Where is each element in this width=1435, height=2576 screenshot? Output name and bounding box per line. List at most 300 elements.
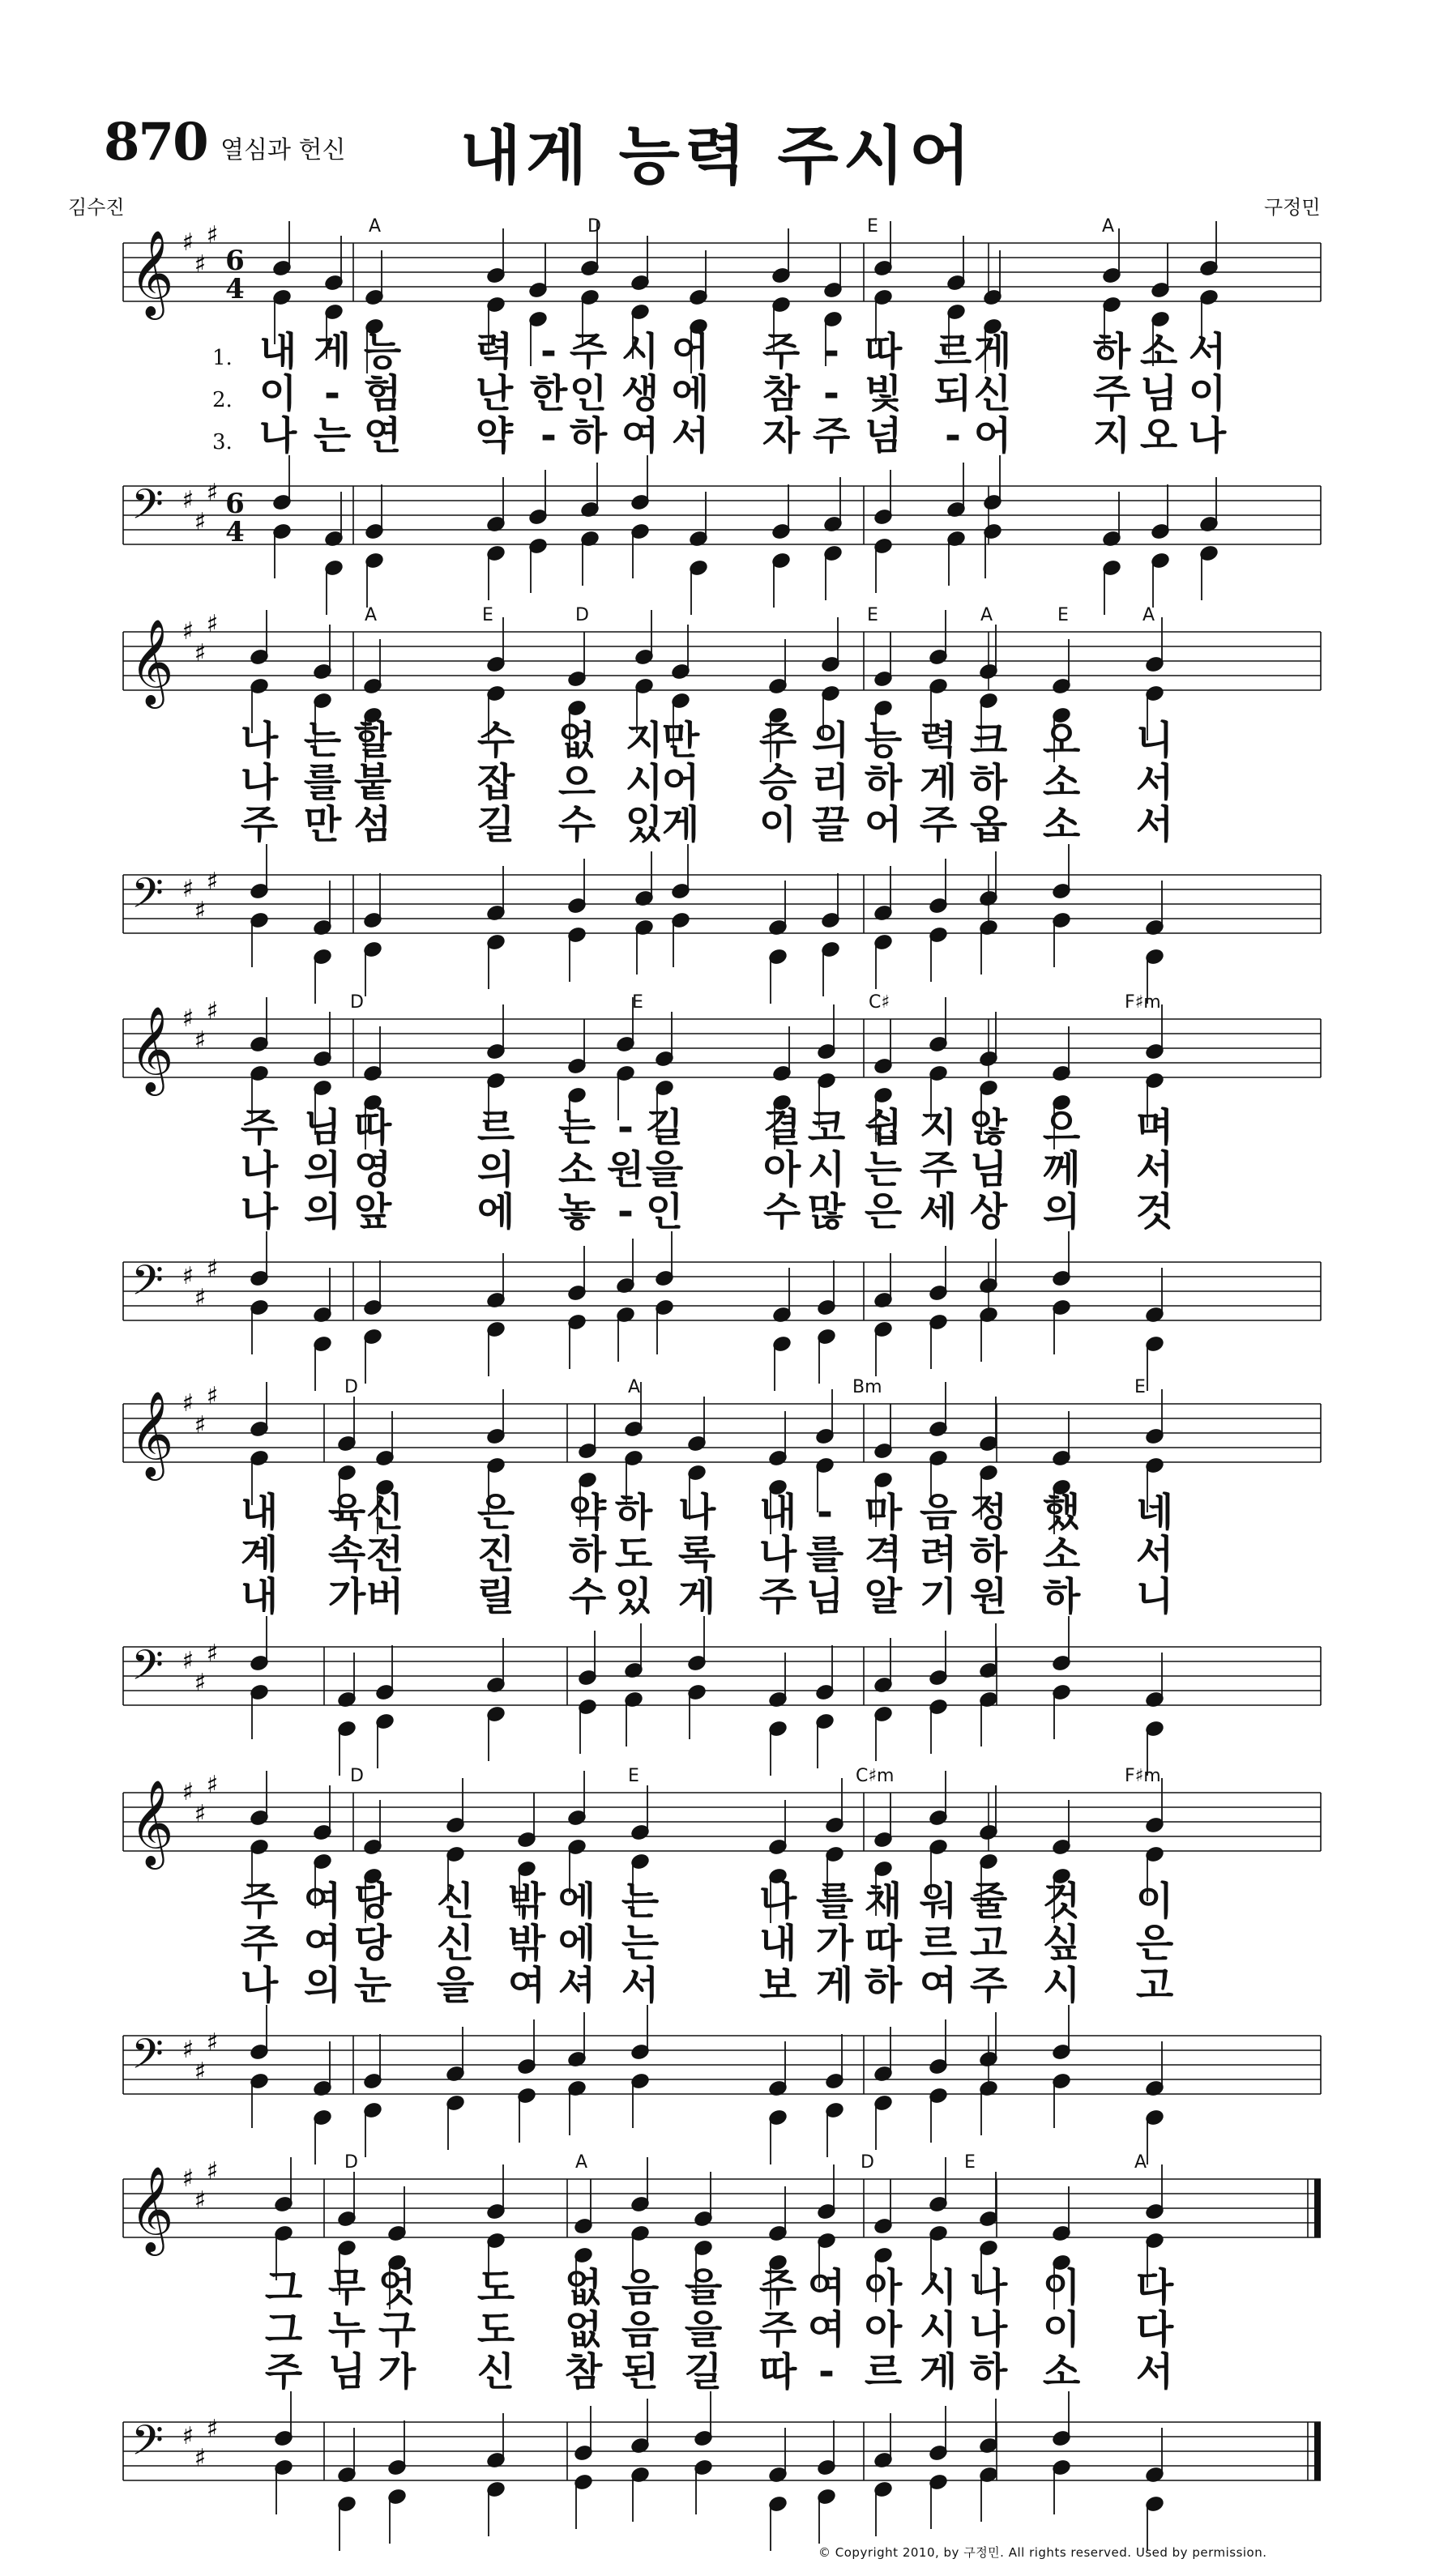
lyric-syllable: 여 <box>807 2307 846 2352</box>
lyric-syllable: 는 <box>621 1921 660 1966</box>
lyric-syllable: 길 <box>684 2349 723 2395</box>
lyric-syllable: 주 <box>1092 371 1131 416</box>
lyric-syllable: 험 <box>363 371 402 416</box>
bass-clef: 𝄢 <box>131 868 164 928</box>
lyric-syllable: 지 <box>919 1105 958 1150</box>
lyric-syllable: 의 <box>1042 1189 1081 1235</box>
lyric-syllable: 이 <box>1135 1879 1174 1924</box>
lyric-syllable: 했 <box>1042 1490 1081 1535</box>
lyric-syllable: 인 <box>569 371 608 416</box>
key-signature-sharp: ♯ <box>206 1382 219 1410</box>
lyric-syllable: 서 <box>1135 802 1174 847</box>
lyric-syllable: 게 <box>661 802 700 847</box>
treble-clef: 𝄞 <box>130 229 174 316</box>
lyric-syllable: 님 <box>303 1105 342 1150</box>
time-signature-bottom: 4 <box>225 516 245 548</box>
lyric-syllable: 을 <box>645 1147 684 1192</box>
key-signature-sharp: ♯ <box>194 639 207 667</box>
key-signature-sharp: ♯ <box>194 1411 207 1439</box>
lyric-syllable: 다 <box>1135 2265 1174 2310</box>
lyric-syllable: 나 <box>240 1189 279 1235</box>
lyric-syllable: 나 <box>969 2307 1008 2352</box>
lyric-syllable: 신 <box>973 371 1012 416</box>
lyric-syllable: 여 <box>303 1879 342 1924</box>
chord-symbol: E <box>628 1766 639 1786</box>
key-signature-sharp: ♯ <box>194 897 207 925</box>
lyric-syllable: - <box>617 1105 634 1150</box>
lyric-syllable: 상 <box>969 1189 1008 1235</box>
lyric-syllable: 마 <box>864 1490 903 1535</box>
lyric-syllable: 할 <box>353 718 392 763</box>
lyric-syllable: 구 <box>378 2307 416 2352</box>
lyric-syllable: 옵 <box>969 802 1008 847</box>
key-signature-sharp: ♯ <box>206 2028 219 2057</box>
lyric-syllable: 내 <box>240 1574 279 1619</box>
chord-symbol: D <box>861 2152 874 2173</box>
hymn-title: 내게 능력 주시어 <box>459 120 976 193</box>
lyric-syllable: 소 <box>1042 1532 1081 1577</box>
key-signature-sharp: ♯ <box>194 1284 207 1312</box>
lyric-syllable: 능 <box>864 718 903 763</box>
lyric-syllable: 르 <box>476 1105 515 1150</box>
lyric-syllable: 약 <box>475 413 514 458</box>
lyric-syllable: 어 <box>661 760 700 805</box>
lyric-syllable: 생 <box>621 371 660 416</box>
lyric-syllable: 는 <box>864 1147 903 1192</box>
time-signature-bottom: 4 <box>225 273 245 305</box>
key-signature-sharp: ♯ <box>182 617 194 646</box>
lyric-syllable: 력 <box>475 329 514 374</box>
lyric-syllable: 고 <box>1135 1963 1174 2008</box>
lyric-syllable: 를 <box>805 1532 844 1577</box>
lyric-syllable: 밖 <box>507 1921 546 1966</box>
lyric-syllable: - <box>817 1490 833 1535</box>
key-signature-sharp: ♯ <box>194 2444 207 2472</box>
lyric-syllable: 르 <box>919 1921 958 1966</box>
lyric-syllable: 음 <box>621 2265 660 2310</box>
lyric-syllable: 밖 <box>507 1879 546 1924</box>
lyric-syllable: 주 <box>812 413 851 458</box>
lyric-syllable: 길 <box>645 1105 684 1150</box>
key-signature-sharp: ♯ <box>206 2157 219 2186</box>
lyric-syllable: 력 <box>919 718 958 763</box>
chord-symbol: E <box>964 2152 976 2173</box>
lyric-syllable: 섬 <box>353 802 392 847</box>
chord-symbol: E <box>632 992 643 1013</box>
lyric-syllable: 내 <box>758 1490 797 1535</box>
lyric-syllable: 주 <box>762 329 801 374</box>
lyric-syllable: 연 <box>363 413 402 458</box>
lyric-syllable: 주 <box>569 329 608 374</box>
verse-number: 3. <box>212 430 233 454</box>
lyric-syllable: 서 <box>1135 1532 1174 1577</box>
bass-clef: 𝄢 <box>131 2029 164 2088</box>
lyric-syllable: 참 <box>564 2349 603 2395</box>
chord-symbol: A <box>980 605 993 625</box>
key-signature-sharp: ♯ <box>182 875 194 903</box>
lyric-syllable: 니 <box>1135 718 1174 763</box>
bass-clef: 𝄢 <box>131 1256 164 1315</box>
lyric-syllable: 나 <box>240 1147 279 1192</box>
key-signature-sharp: ♯ <box>194 508 207 536</box>
key-signature-sharp: ♯ <box>182 2036 194 2064</box>
lyric-syllable: 주 <box>240 1879 279 1924</box>
chord-symbol: F♯m <box>1125 992 1161 1013</box>
lyric-syllable: 주 <box>240 1105 279 1150</box>
lyric-syllable: 잡 <box>476 760 515 805</box>
lyric-syllable: 게 <box>919 2349 958 2395</box>
lyric-syllable: 인 <box>645 1189 684 1235</box>
lyric-syllable: 버 <box>365 1574 404 1619</box>
lyric-syllable: 하 <box>969 760 1008 805</box>
chord-symbol: D <box>344 2152 358 2173</box>
lyricist-credit: 김수진 <box>68 196 125 219</box>
key-signature-sharp: ♯ <box>194 1669 207 1697</box>
lyric-syllable: 으 <box>1042 1105 1081 1150</box>
lyric-syllable: 님 <box>969 1147 1008 1192</box>
lyric-syllable: 빛 <box>864 371 903 416</box>
system-6 <box>123 2152 1321 2551</box>
key-signature-sharp: ♯ <box>182 486 194 514</box>
hymn-category: 열심과 헌신 <box>220 136 346 164</box>
lyric-syllable: 님 <box>327 2349 366 2395</box>
key-signature-sharp: ♯ <box>182 1389 194 1418</box>
lyric-syllable: 하 <box>1092 329 1131 374</box>
lyric-syllable: 않 <box>969 1105 1008 1150</box>
lyric-syllable: 는 <box>313 413 352 458</box>
time-signature-top: 6 <box>225 488 245 520</box>
chord-symbol: D <box>350 992 364 1013</box>
lyric-syllable: 결 <box>762 1105 801 1150</box>
lyric-syllable: 주 <box>758 2307 797 2352</box>
system-2 <box>123 605 1321 1004</box>
lyric-syllable: 원 <box>606 1147 645 1192</box>
lyric-syllable: 은 <box>864 1189 903 1235</box>
copyright-notice: © Copyright 2010, by 구정민. All rights reserved. Used by permission. <box>818 2545 1267 2560</box>
lyric-syllable: 를 <box>303 760 342 805</box>
chord-symbol: A <box>365 605 378 625</box>
system-3 <box>123 992 1321 1391</box>
lyric-syllable: 여 <box>621 413 660 458</box>
verse-number: 2. <box>212 388 233 412</box>
lyric-syllable: 지 <box>1092 413 1131 458</box>
lyric-syllable: 진 <box>476 1532 515 1577</box>
lyric-syllable: 도 <box>476 2265 515 2310</box>
bass-clef: 𝄢 <box>131 2416 164 2475</box>
lyric-syllable: - <box>823 371 839 416</box>
lyric-syllable: 수 <box>762 1189 801 1235</box>
chord-symbol: E <box>482 605 493 625</box>
lyric-syllable: 의 <box>476 1147 515 1192</box>
lyric-syllable: 붙 <box>353 760 392 805</box>
lyric-syllable: 주 <box>969 1963 1008 2008</box>
lyric-syllable: 시 <box>919 2265 958 2310</box>
lyric-syllable: - <box>945 413 961 458</box>
lyric-syllable: 그 <box>264 2307 303 2352</box>
lyric-syllable: 길 <box>476 802 515 847</box>
chord-symbol: C♯m <box>856 1766 895 1786</box>
lyric-syllable: 나 <box>1188 413 1227 458</box>
lyric-syllable: 하 <box>864 1963 903 2008</box>
lyric-syllable: 에 <box>671 371 710 416</box>
lyric-syllable: 아 <box>762 1147 801 1192</box>
lyric-syllable: 니 <box>1135 1574 1174 1619</box>
lyric-syllable: 게 <box>973 329 1012 374</box>
treble-clef: 𝄞 <box>130 2165 174 2252</box>
lyric-syllable: 이 <box>258 371 297 416</box>
lyric-syllable: 참 <box>762 371 801 416</box>
lyric-syllable: 게 <box>677 1574 716 1619</box>
lyric-syllable: 코 <box>807 1105 846 1150</box>
lyric-syllable: 르 <box>933 329 972 374</box>
lyric-syllable: 여 <box>507 1963 546 2008</box>
lyric-syllable: 하 <box>614 1490 653 1535</box>
lyric-syllable: 싶 <box>1042 1921 1081 1966</box>
lyric-syllable: - <box>823 329 839 374</box>
lyric-syllable: 에 <box>557 1879 596 1924</box>
lyric-syllable: 신 <box>436 1921 475 1966</box>
lyric-syllable: 기 <box>919 1574 958 1619</box>
lyric-syllable: 없 <box>564 2307 603 2352</box>
lyric-syllable: 나 <box>758 1879 797 1924</box>
bass-clef: 𝄢 <box>131 480 164 539</box>
lyric-syllable: 이 <box>1042 2265 1081 2310</box>
lyric-syllable: 소 <box>1042 760 1081 805</box>
lyric-syllable: 줄 <box>969 1879 1008 1924</box>
lyric-syllable: 수 <box>568 1574 607 1619</box>
lyric-syllable: 만 <box>303 802 342 847</box>
lyric-syllable: 의 <box>811 718 850 763</box>
chord-symbol: E <box>1134 1377 1146 1397</box>
lyric-syllable: 음 <box>919 1490 958 1535</box>
lyric-syllable: 내 <box>758 1921 797 1966</box>
lyric-syllable: 고 <box>969 1921 1008 1966</box>
lyric-syllable: 여 <box>807 2265 846 2310</box>
key-signature-sharp: ♯ <box>194 1026 207 1055</box>
lyric-syllable: 에 <box>476 1189 515 1235</box>
lyric-syllable: 하 <box>568 1532 607 1577</box>
lyric-syllable: 릴 <box>476 1574 515 1619</box>
lyric-syllable: 계 <box>240 1532 279 1577</box>
lyric-syllable: 정 <box>969 1490 1008 1535</box>
lyric-syllable: 세 <box>919 1189 958 1235</box>
lyric-syllable: 지 <box>625 718 664 763</box>
lyric-syllable: 무 <box>327 2265 366 2310</box>
lyric-syllable: 전 <box>365 1532 404 1577</box>
lyric-syllable: 쉽 <box>864 1105 903 1150</box>
lyric-syllable: 없 <box>557 718 596 763</box>
lyric-syllable: 주 <box>919 1147 958 1192</box>
lyric-syllable: 소 <box>1042 2349 1081 2395</box>
lyric-syllable: 려 <box>919 1532 958 1577</box>
lyric-syllable: 이 <box>758 802 797 847</box>
lyric-syllable: 도 <box>476 2307 515 2352</box>
lyric-syllable: 를 <box>815 1879 854 1924</box>
key-signature-sharp: ♯ <box>182 1262 194 1290</box>
treble-clef: 𝄞 <box>130 1005 174 1092</box>
lyric-syllable: 여 <box>303 1921 342 1966</box>
lyric-syllable: 는 <box>557 1105 596 1150</box>
chord-symbol: A <box>1134 2152 1147 2173</box>
lyric-syllable: 주 <box>240 1921 279 1966</box>
lyric-syllable: 채 <box>864 1879 903 1924</box>
lyric-syllable: 오 <box>1042 718 1081 763</box>
lyric-syllable: 여 <box>919 1963 958 2008</box>
lyric-syllable: 있 <box>614 1574 653 1619</box>
lyric-syllable: 님 <box>1139 371 1178 416</box>
lyric-syllable: 엇 <box>378 2265 416 2310</box>
lyric-syllable: 을 <box>684 2307 723 2352</box>
lyric-syllable: 리 <box>811 760 850 805</box>
bass-clef: 𝄢 <box>131 1640 164 1700</box>
lyric-syllable: 가 <box>378 2349 416 2395</box>
lyric-syllable: 원 <box>969 1574 1008 1619</box>
lyric-syllable: 많 <box>807 1189 846 1235</box>
lyric-syllable: 하 <box>969 1532 1008 1577</box>
lyric-syllable: 주 <box>758 718 797 763</box>
lyric-syllable: 내 <box>240 1490 279 1535</box>
lyric-syllable: 시 <box>919 2307 958 2352</box>
lyric-syllable: 누 <box>327 2307 366 2352</box>
lyric-syllable: 가 <box>327 1574 366 1619</box>
lyric-syllable: 서 <box>1188 329 1227 374</box>
lyric-syllable: 어 <box>671 329 710 374</box>
lyric-syllable: 아 <box>864 2265 903 2310</box>
lyric-syllable: 다 <box>1135 2307 1174 2352</box>
lyric-syllable: 나 <box>240 1963 279 2008</box>
lyric-syllable: 르 <box>864 2349 903 2395</box>
lyric-syllable: 어 <box>973 413 1012 458</box>
chord-symbol: E <box>867 216 878 237</box>
hymn-number: 870 <box>104 112 207 173</box>
lyric-syllable: 놓 <box>557 1189 596 1235</box>
lyric-syllable: 되 <box>933 371 972 416</box>
chord-symbol: D <box>587 216 601 237</box>
verse-number: 1. <box>212 346 233 370</box>
lyric-syllable: 끌 <box>811 802 850 847</box>
lyric-syllable: 의 <box>303 1963 342 2008</box>
lyric-syllable: 주 <box>264 2349 303 2395</box>
lyric-syllable: - <box>617 1189 634 1235</box>
lyric-syllable: 약 <box>568 1490 607 1535</box>
lyric-syllable: 보 <box>758 1963 797 2008</box>
key-signature-sharp: ♯ <box>206 479 219 507</box>
key-signature-sharp: ♯ <box>194 2186 207 2215</box>
chord-symbol: C♯ <box>869 992 890 1013</box>
lyric-syllable: 하 <box>969 2349 1008 2395</box>
lyric-syllable: 알 <box>864 1574 903 1619</box>
lyric-syllable: 나 <box>677 1490 716 1535</box>
lyric-syllable: 나 <box>240 718 279 763</box>
composer-credit: 구정민 <box>1264 196 1321 219</box>
lyric-syllable: 은 <box>476 1490 515 1535</box>
key-signature-sharp: ♯ <box>194 1800 207 1828</box>
chord-symbol: A <box>575 2152 588 2173</box>
lyric-syllable: 신 <box>365 1490 404 1535</box>
chord-symbol: A <box>1142 605 1155 625</box>
key-signature-sharp: ♯ <box>182 2164 194 2193</box>
lyric-syllable: 이 <box>1042 2307 1081 2352</box>
lyric-syllable: 님 <box>805 1574 844 1619</box>
lyric-syllable: - <box>324 371 340 416</box>
lyric-syllable: 격 <box>864 1532 903 1577</box>
lyric-syllable: 서 <box>621 1963 660 2008</box>
lyric-syllable: 하 <box>1042 1574 1081 1619</box>
lyric-syllable: 시 <box>807 1147 846 1192</box>
lyric-syllable: 당 <box>353 1879 392 1924</box>
lyric-syllable: 나 <box>240 760 279 805</box>
lyric-syllable: 내 <box>258 329 297 374</box>
treble-clef: 𝄞 <box>130 1779 174 1866</box>
lyric-syllable: 소 <box>557 1147 596 1192</box>
lyric-syllable: 서 <box>1135 1147 1174 1192</box>
chord-symbol: Bm <box>852 1377 882 1397</box>
lyric-syllable: 수 <box>476 718 515 763</box>
chord-symbol: E <box>867 605 878 625</box>
key-signature-sharp: ♯ <box>206 221 219 249</box>
lyric-syllable: 만 <box>661 718 700 763</box>
lyric-syllable: 난 <box>475 371 514 416</box>
lyric-syllable: 속 <box>327 1532 366 1577</box>
key-signature-sharp: ♯ <box>206 1640 219 1668</box>
chord-symbol: D <box>575 605 589 625</box>
lyric-syllable: 으 <box>557 760 596 805</box>
key-signature-sharp: ♯ <box>206 997 219 1026</box>
lyric-syllable: 것 <box>1042 1879 1081 1924</box>
system-4 <box>123 1377 1321 1776</box>
lyric-syllable: 자 <box>762 413 801 458</box>
lyric-syllable: 이 <box>1188 371 1227 416</box>
chord-symbol: A <box>369 216 382 237</box>
chord-symbol: F♯m <box>1125 1766 1161 1786</box>
lyric-syllable: 네 <box>1135 1490 1174 1535</box>
lyric-syllable: 께 <box>1042 1147 1081 1192</box>
lyric-syllable: 음 <box>621 2307 660 2352</box>
lyric-syllable: 능 <box>363 329 402 374</box>
lyric-syllable: 어 <box>864 802 903 847</box>
chord-symbol: E <box>1057 605 1069 625</box>
lyric-syllable: 을 <box>436 1963 475 2008</box>
lyric-syllable: 는 <box>303 718 342 763</box>
key-signature-sharp: ♯ <box>182 1647 194 1675</box>
lyric-syllable: 시 <box>621 329 660 374</box>
lyric-syllable: 게 <box>313 329 352 374</box>
lyric-syllable: 따 <box>353 1105 392 1150</box>
lyric-syllable: 의 <box>303 1147 342 1192</box>
lyric-syllable: 육 <box>327 1490 366 1535</box>
lyric-syllable: 서 <box>671 413 710 458</box>
lyric-syllable: 신 <box>436 1879 475 1924</box>
key-signature-sharp: ♯ <box>182 1004 194 1033</box>
key-signature-sharp: ♯ <box>182 2422 194 2450</box>
lyric-syllable: 된 <box>621 2349 660 2395</box>
lyric-syllable: 따 <box>864 1921 903 1966</box>
lyric-syllable: 하 <box>569 413 608 458</box>
chord-symbol: D <box>344 1377 358 1397</box>
key-signature-sharp: ♯ <box>182 1778 194 1806</box>
lyric-syllable: 주 <box>240 802 279 847</box>
key-signature-sharp: ♯ <box>206 610 219 638</box>
lyric-syllable: 눈 <box>353 1963 392 2008</box>
lyric-syllable: 그 <box>264 2265 303 2310</box>
lyric-syllable: 아 <box>864 2307 903 2352</box>
key-signature-sharp: ♯ <box>194 250 207 279</box>
lyric-syllable: 승 <box>758 760 797 805</box>
lyric-syllable: 가 <box>815 1921 854 1966</box>
lyric-syllable: 한 <box>529 371 568 416</box>
lyric-syllable: 수 <box>557 802 596 847</box>
lyric-syllable: 나 <box>758 1532 797 1577</box>
